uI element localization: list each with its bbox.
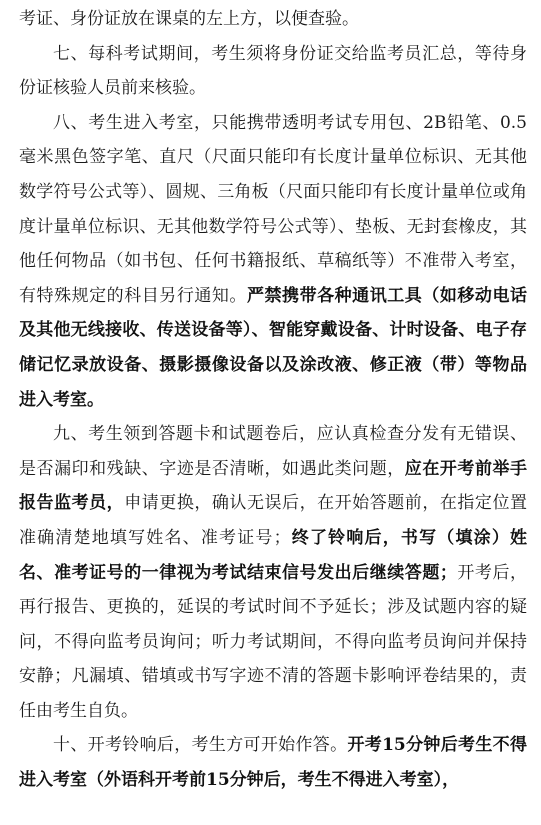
bold-text-run: 严禁携带各种通讯工具（如移动电话及其他无线接收、传送设备等）、智能穿戴设备、计时设备、电子存储记忆录放设备、摄影摄像设备以及涂改液、修正液（带）等物品进入考室。 <box>19 285 528 410</box>
paragraph-rule-10 <box>19 728 527 797</box>
text-run: 十、开考铃响后，考生方可开始作答。 <box>53 735 348 756</box>
text-run: 申请更换，确认无误后，在开始答题前，在指定位置准确清楚地填写姓名、准考证号； <box>19 493 528 548</box>
paragraph-rule-7 <box>19 37 527 106</box>
text-run: 开考后，再行报告、更换的，延误的考试时间不予延长；涉及试题内容的疑问，不得向监考员询问；听力考试期间，不得向监考员询问并保持安静；凡漏填、错填或书写字迹不清的答题卡影响评卷结果的，责任由考生自负。 <box>19 562 528 721</box>
paragraph-rule-8 <box>19 106 527 417</box>
text-run: 考证、身份证放在课桌的左上方，以便查验。 <box>19 9 359 29</box>
bold-text-run: 开考15分钟后考生不得进入考室（外语科开考前15分钟后，考生不得进入考室）， <box>19 735 527 791</box>
text-run: 九、考生领到答题卡和试题卷后，应认真检查分发有无错误、是否漏印和残缺、字迹是否清晰，如遇此类问题， <box>19 424 527 479</box>
text-run: 八、考生进入考室，只能携带透明考试专用包、2B铅笔、0.5毫米黑色签字笔、直尺（尺面只能印有长度计量单位标识、无其他数学符号公式等）、圆规、三角板（尺面只能印有长度计量单位或角度计量单位标识、无其他数学符号公式等）、垫板、无封套橡皮，其他任何物品（如书包、任何书籍报纸、草稿纸等）不准带入考室，有特殊规定的科目另行通知。 <box>19 112 527 306</box>
paragraph-rule-9 <box>19 417 527 728</box>
paragraph-rule-6-tail <box>19 2 527 37</box>
bold-text-run: 应在开考前举手报告监考员， <box>19 458 528 514</box>
text-run: 七、每科考试期间，考生须将身份证交给监考员汇总，等待身份证核验人员前来核验。 <box>19 43 527 99</box>
bold-text-run: 终了铃响后，书写（填涂）姓名、准考证号的一律视为考试结束信号发出后继续答题； <box>19 527 528 583</box>
